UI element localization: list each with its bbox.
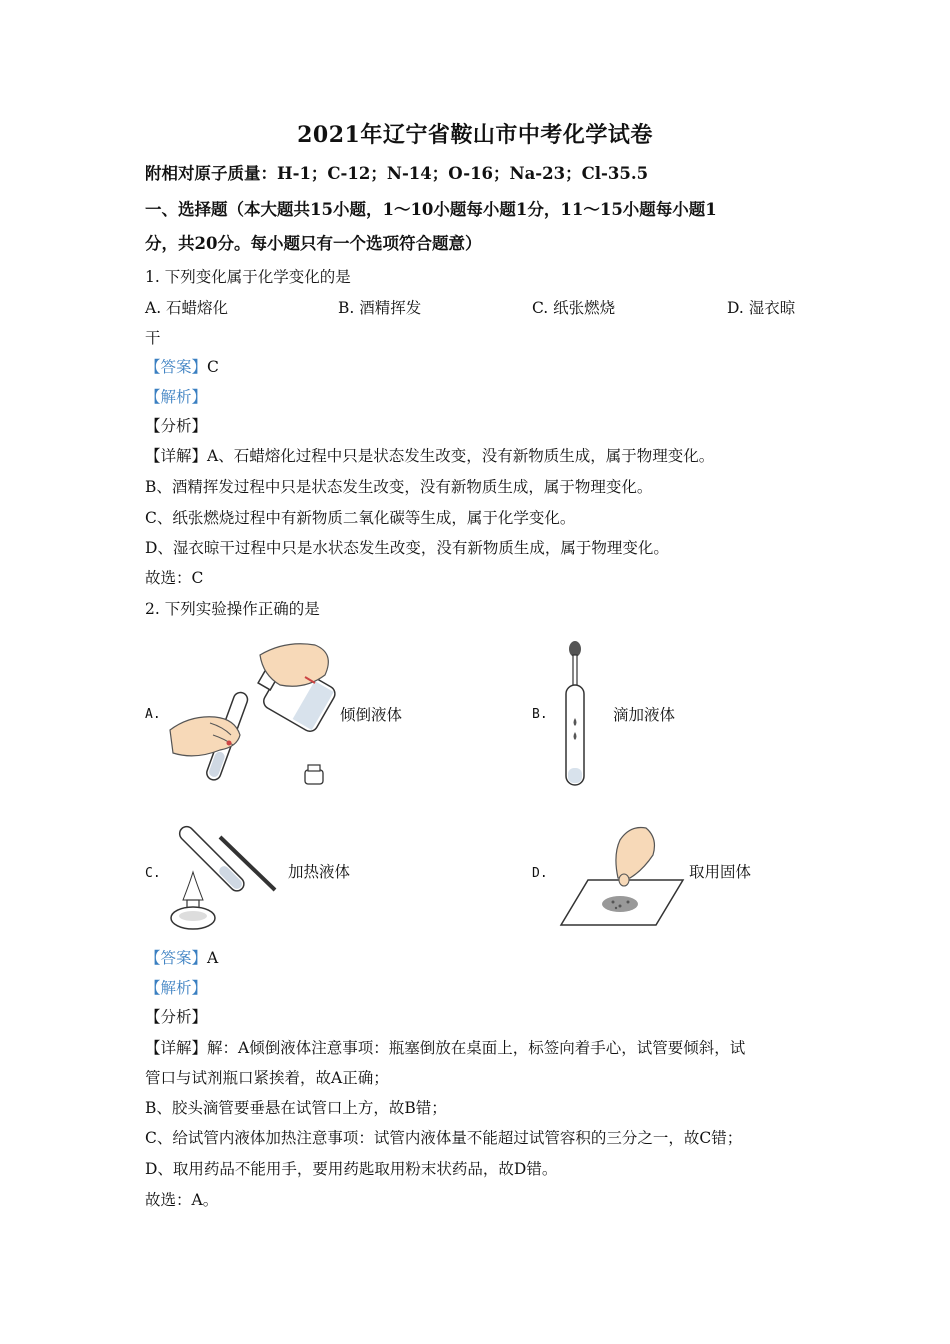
taking-solid-illustration xyxy=(558,820,686,930)
q2-option-b-label: 滴加液体 xyxy=(613,706,676,724)
q1-option-d: D. 湿衣晾 xyxy=(727,299,796,317)
q2-detail-d: D、取用药品不能用手，要用药匙取用粉末状药品，故D错。 xyxy=(145,1160,558,1178)
dropper-illustration xyxy=(558,640,592,790)
q2-option-b-letter: B. xyxy=(532,707,548,722)
section-heading-line-2: 分，共20分。每小题只有一个选项符合题意） xyxy=(145,234,482,253)
q1-analysis-label: 【解析】 xyxy=(145,388,208,406)
answer-label: 【答案】 xyxy=(145,949,208,967)
q1-option-b: B. 酒精挥发 xyxy=(338,299,422,317)
q2-detail-c: C、给试管内液体加热注意事项：试管内液体量不能超过试管容积的三分之一，故C错； xyxy=(145,1129,743,1147)
q1-detail-a: A、石蜡熔化过程中只是状态发生改变，没有新物质生成，属于物理变化。 xyxy=(207,447,715,465)
pouring-liquid-illustration xyxy=(165,635,340,793)
q2-answer-row xyxy=(145,948,218,968)
q1-detail-c: C、纸张燃烧过程中有新物质二氧化碳等生成，属于化学变化。 xyxy=(145,509,576,527)
page-title: 2021年辽宁省鞍山市中考化学试卷 xyxy=(297,122,653,148)
section-heading-line-1: 一、选择题（本大题共15小题，1～10小题每小题1分，11～15小题每小题1 xyxy=(145,200,717,219)
q2-option-d-label: 取用固体 xyxy=(689,863,752,881)
q1-fenxi-label: 【分析】 xyxy=(145,417,208,435)
q1-detail-d: D、湿衣晾干过程中只是水状态发生改变，没有新物质生成，属于物理变化。 xyxy=(145,539,669,557)
q2-option-d-letter: D. xyxy=(532,866,548,881)
detail-label: 【详解】 xyxy=(145,447,208,465)
q2-option-a-label: 倾倒液体 xyxy=(340,706,403,724)
q1-answer-row xyxy=(145,357,219,377)
detail-label: 【详解】 xyxy=(145,1039,208,1057)
q2-detail-1: 解：A倾倒液体注意事项：瓶塞倒放在桌面上，标签向着手心，试管要倾斜，试 xyxy=(207,1039,746,1057)
q1-conclusion: 故选：C xyxy=(145,569,204,587)
q1-detail-a-row xyxy=(145,446,714,466)
q2-conclusion: 故选：A。 xyxy=(145,1191,219,1209)
q1-option-a: A. 石蜡熔化 xyxy=(145,299,229,317)
q1-stem: 1. 下列变化属于化学变化的是 xyxy=(145,268,351,286)
q2-detail-b: B、胶头滴管要垂悬在试管口上方，故B错； xyxy=(145,1099,447,1117)
q2-detail-1-row xyxy=(145,1038,745,1058)
q2-option-a-letter: A. xyxy=(145,707,161,722)
q2-stem: 2. 下列实验操作正确的是 xyxy=(145,600,320,618)
q1-option-c: C. 纸张燃烧 xyxy=(532,299,616,317)
atomic-mass-note: 附相对原子质量：H-1；C-12；N-14；O-16；Na-23；Cl-35.5 xyxy=(145,164,649,183)
q2-answer: A xyxy=(207,949,219,967)
q2-detail-1b: 管口与试剂瓶口紧挨着，故A正确； xyxy=(145,1069,389,1087)
q1-option-d-wrap: 干 xyxy=(145,329,161,347)
q1-detail-b: B、酒精挥发过程中只是状态发生改变，没有新物质生成，属于物理变化。 xyxy=(145,478,653,496)
heating-liquid-illustration xyxy=(165,812,285,932)
q2-option-c-label: 加热液体 xyxy=(288,863,351,881)
q1-answer: C xyxy=(207,358,219,376)
answer-label: 【答案】 xyxy=(145,358,208,376)
q2-fenxi-label: 【分析】 xyxy=(145,1008,208,1026)
q2-analysis-label: 【解析】 xyxy=(145,979,208,997)
q2-option-c-letter: C. xyxy=(145,866,161,881)
